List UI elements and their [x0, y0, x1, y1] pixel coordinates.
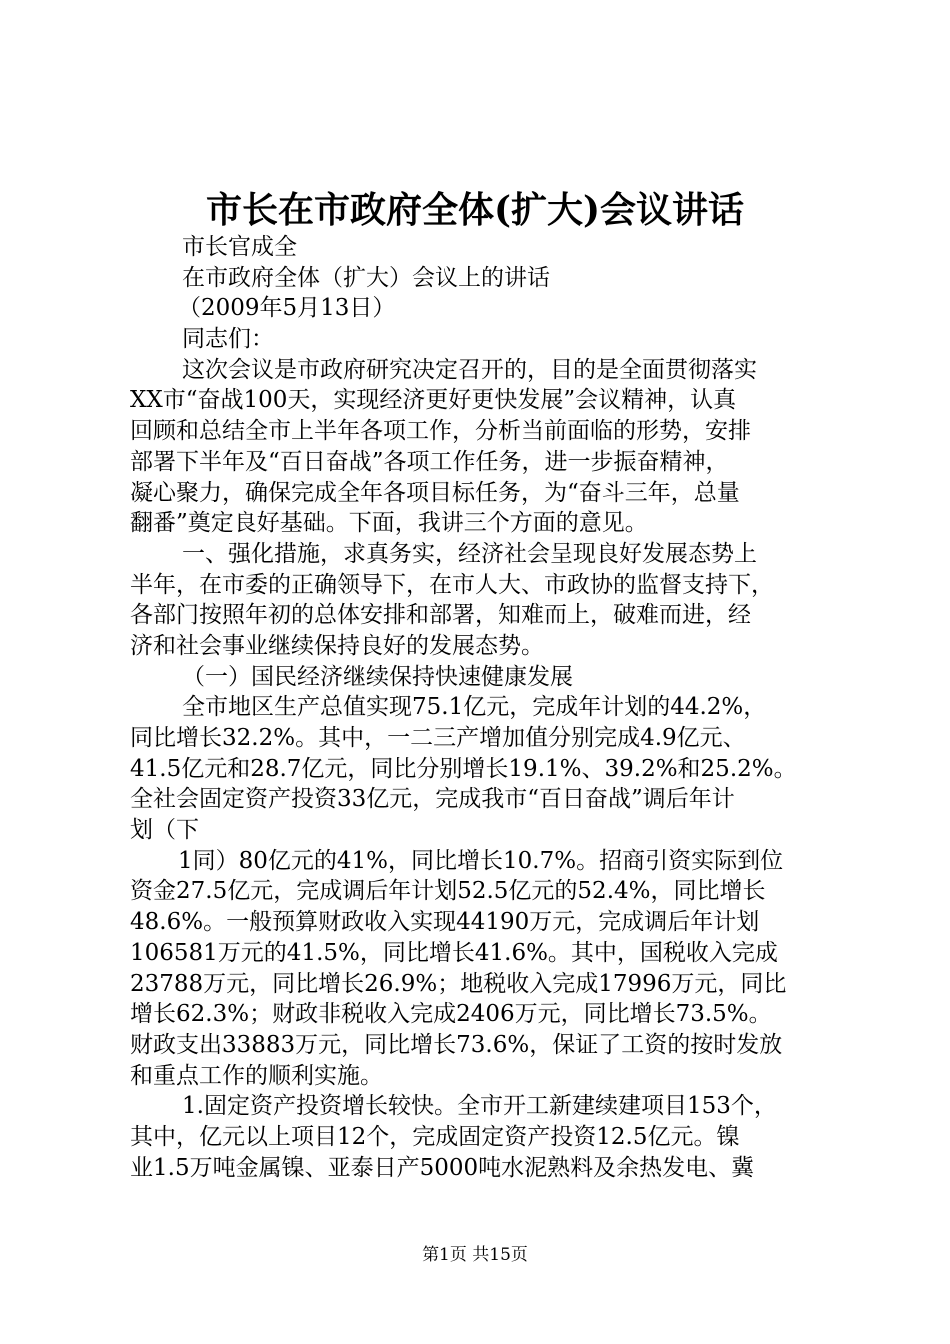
document-title: 市长在市政府全体(扩大)会议讲话 [205, 189, 745, 231]
paragraph-line: 各部门按照年初的总体安排和部署，知难而上，破难而进，经 [130, 602, 751, 629]
paragraph-line: 增长62.3%；财政非税收入完成2406万元，同比增长73.5%。 [130, 1001, 772, 1028]
paragraph-line: 全市地区生产总值实现75.1亿元，完成年计划的44.2%， [182, 694, 767, 721]
paragraph-line: 翻番”奠定良好基础。下面，我讲三个方面的意见。 [130, 510, 648, 537]
subsection-heading: （一）国民经济继续保持快速健康发展 [182, 663, 573, 690]
salutation: 同志们： [182, 326, 274, 353]
paragraph-line: 这次会议是市政府研究决定召开的，目的是全面贯彻落实 [182, 356, 757, 383]
paragraph-line: 其中，亿元以上项目12个，完成固定资产投资12.5亿元。镍 [130, 1123, 740, 1150]
paragraph-line: 48.6%。一般预算财政收入实现44190万元，完成调后年计划 [130, 909, 760, 936]
paragraph-line: 划（下 [130, 817, 199, 844]
paragraph-line: 半年，在市委的正确领导下，在市人大、市政协的监督支持下， [130, 571, 774, 598]
page-number-footer: 第1页 共15页 [422, 1245, 528, 1265]
paragraph-line: 回顾和总结全市上半年各项工作，分析当前面临的形势，安排 [130, 418, 751, 445]
paragraph-line: 1同）80亿元的41%，同比增长10.7%。招商引资实际到位 [178, 847, 784, 874]
paragraph-line: 和重点工作的顺利实施。 [130, 1062, 383, 1089]
paragraph-line: 1.固定资产投资增长较快。全市开工新建续建项目153个， [182, 1093, 777, 1120]
section-heading-line: 一、强化措施，求真务实，经济社会呈现良好发展态势上 [182, 540, 757, 567]
speech-subtitle: 在市政府全体（扩大）会议上的讲话 [182, 264, 550, 291]
paragraph-line: 106581万元的41.5%，同比增长41.6%。其中，国税收入完成 [130, 939, 778, 966]
paragraph-line: 同比增长32.2%。其中，一二三产增加值分别完成4.9亿元、 [130, 725, 746, 751]
paragraph-line: 凝心聚力，确保完成全年各项目标任务，为“奋斗三年，总量 [130, 479, 740, 506]
paragraph-line: XX市“奋战100天，实现经济更好更快发展”会议精神，认真 [130, 387, 737, 414]
paragraph-line: 全社会固定资产投资33亿元，完成我市“百日奋战”调后年计 [130, 786, 735, 813]
paragraph-line: 部署下半年及“百日奋战”各项工作任务，进一步振奋精神， [130, 448, 729, 475]
speech-date: （2009年5月13日） [178, 295, 396, 322]
paragraph-line: 资金27.5亿元，完成调后年计划52.5亿元的52.4%，同比增长 [130, 878, 766, 905]
paragraph-line: 财政支出33883万元，同比增长73.6%，保证了工资的按时发放 [130, 1031, 783, 1058]
paragraph-line: 济和社会事业继续保持良好的发展态势。 [130, 632, 544, 659]
paragraph-line: 41.5亿元和28.7亿元，同比分别增长19.1%、39.2%和25.2%。 [130, 755, 797, 782]
paragraph-line: 业1.5万吨金属镍、亚泰日产5000吨水泥熟料及余热发电、冀 [130, 1154, 755, 1181]
speaker-line: 市长官成全 [182, 234, 297, 260]
document-body [130, 232, 830, 1183]
paragraph-line: 23788万元，同比增长26.9%；地税收入完成17996万元，同比 [130, 970, 787, 997]
